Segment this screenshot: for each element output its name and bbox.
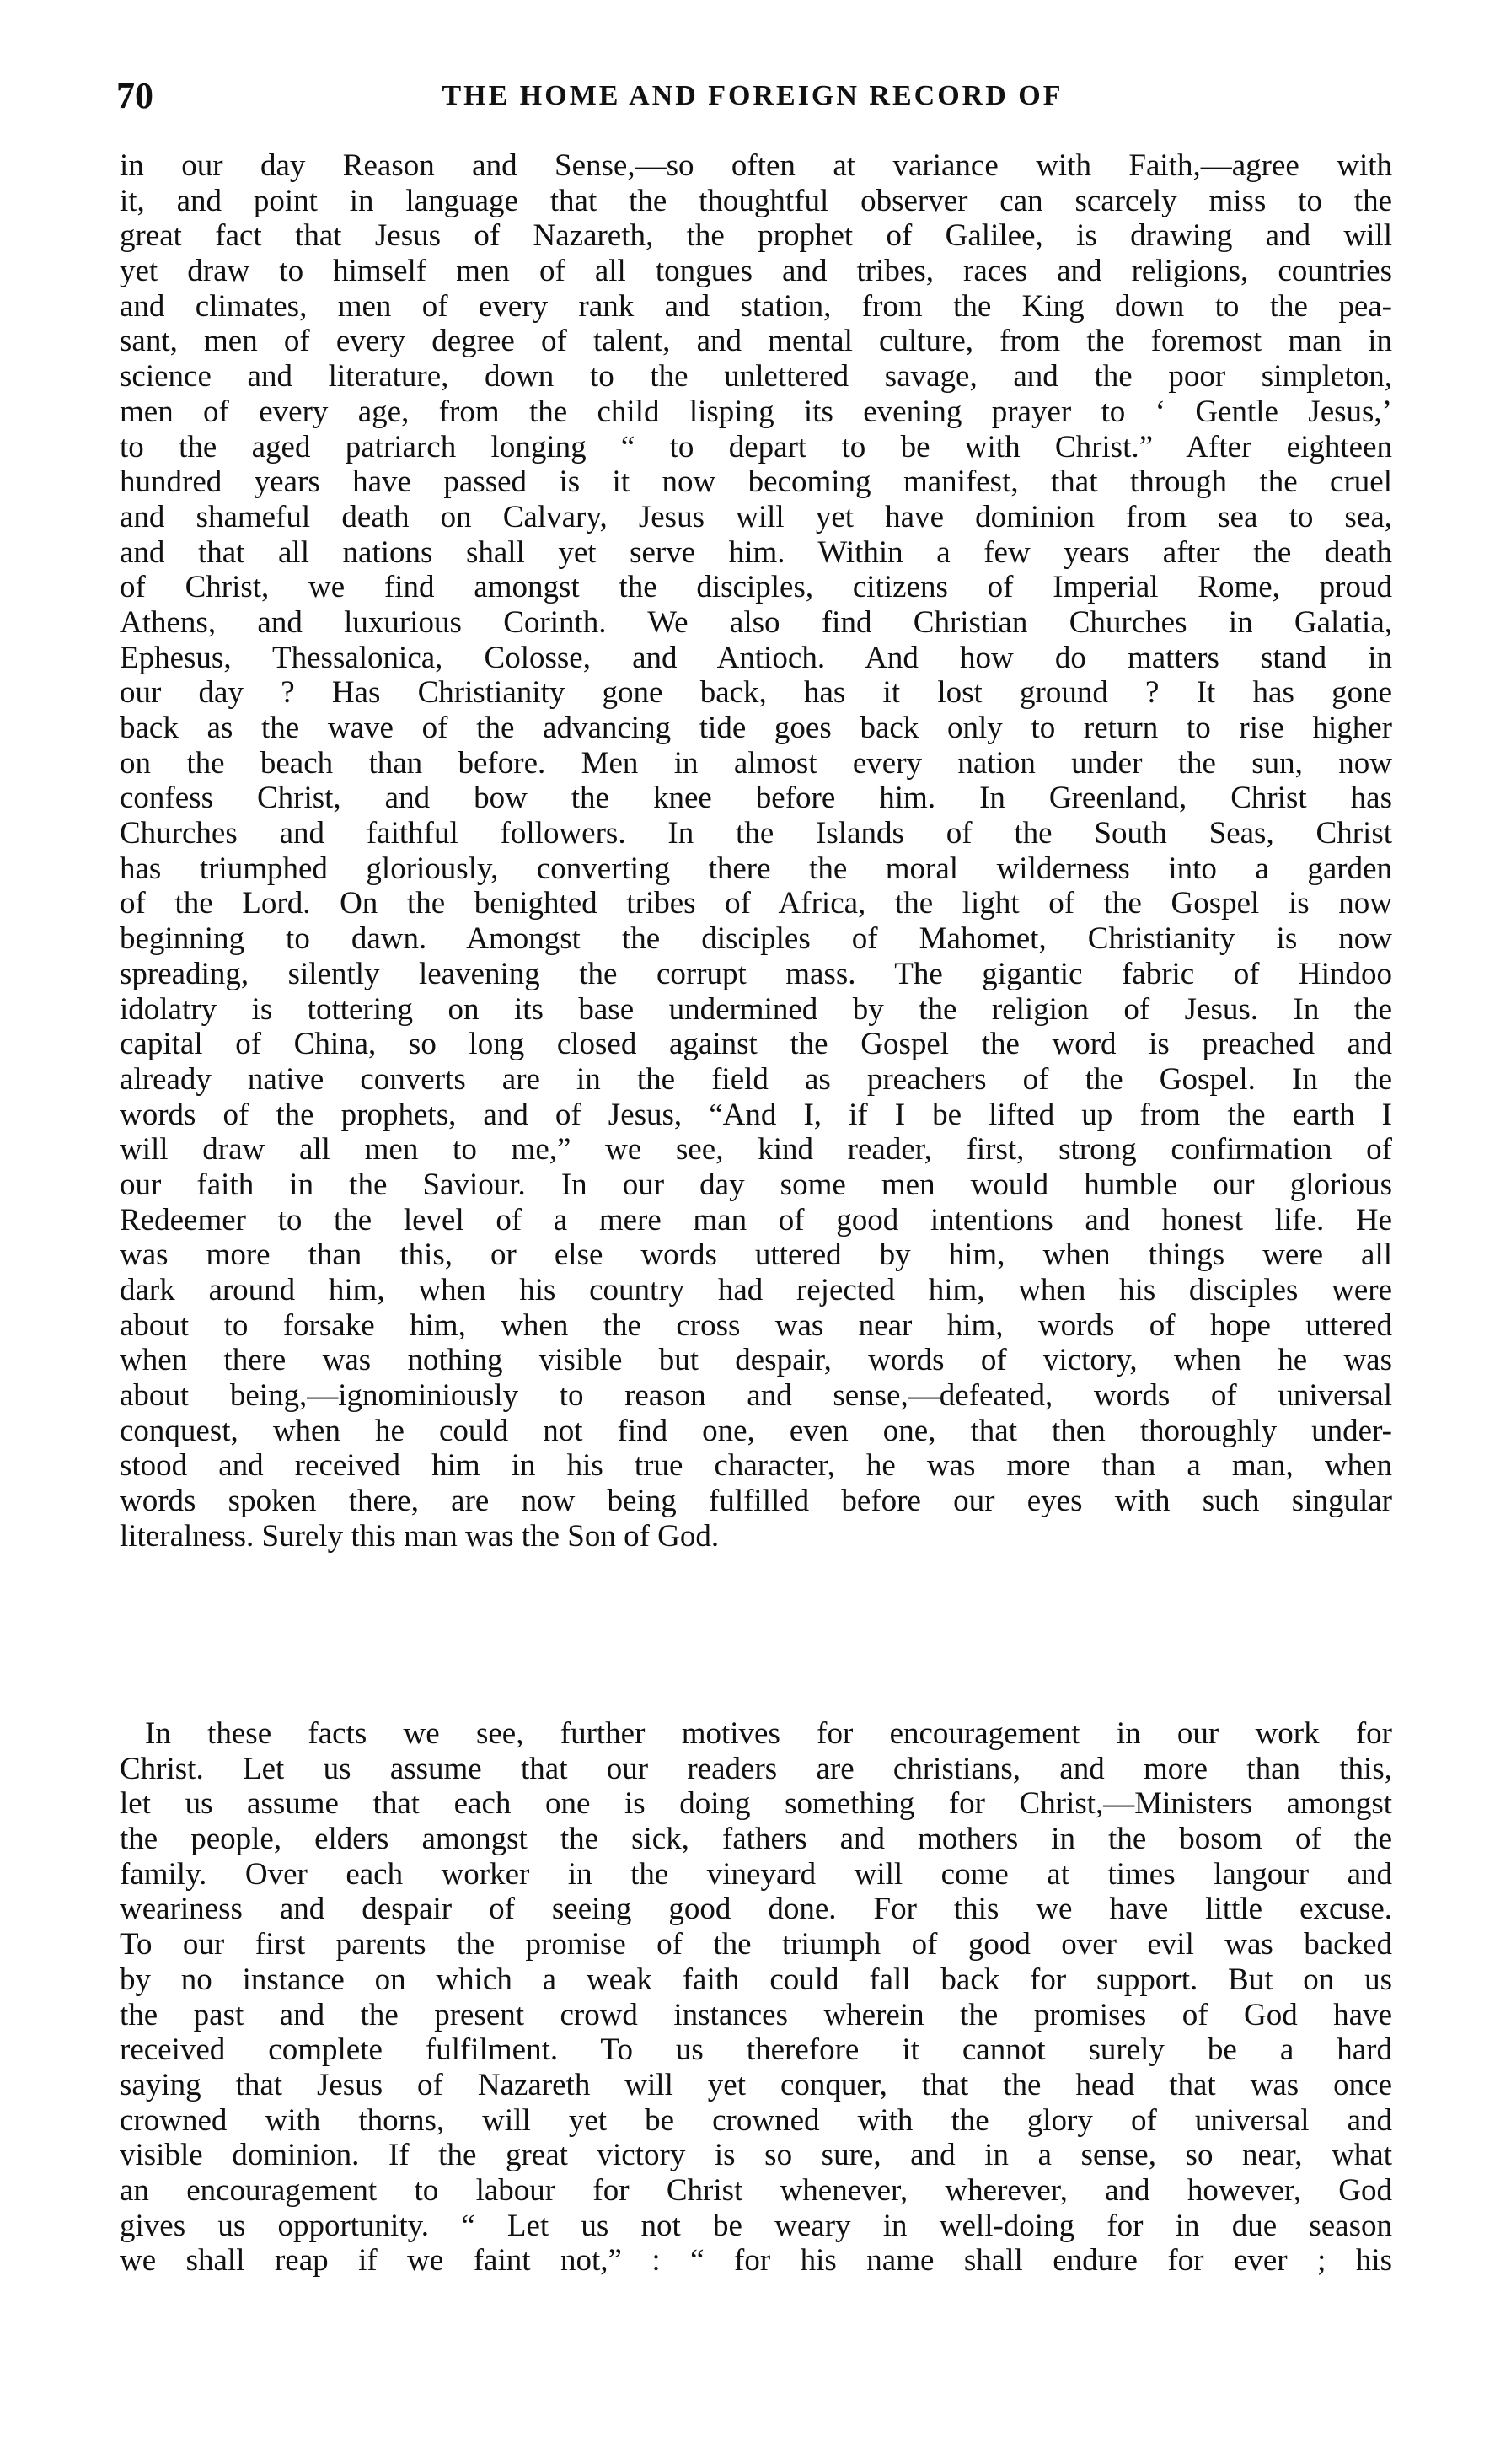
text-line: Athens, and luxurious Corinth. We also find Christian Churches in Galatia,	[120, 604, 1392, 640]
text-line: men of every age, from the child lisping its evening prayer to ‘ Gentle Jesus,’	[120, 394, 1392, 429]
page-header	[116, 74, 1389, 125]
text-line: our faith in the Saviour. In our day some men would humble our glorious	[120, 1167, 1392, 1202]
text-line: let us assume that each one is doing something for Christ,—Ministers amongst	[120, 1786, 1392, 1822]
text-line: already native converts are in the field as preachers of the Gospel. In the	[120, 1061, 1392, 1097]
text-line: gives us opportunity. “ Let us not be weary in well-doing for in due season	[120, 2208, 1392, 2243]
text-line: sant, men of every degree of talent, and mental culture, from the foremost man in	[120, 324, 1392, 359]
text-line: and that all nations shall yet serve him. Within a few years after the death	[120, 534, 1392, 570]
text-line: it, and point in language that the thoughtful observer can scarcely miss to the	[120, 183, 1392, 218]
text-line: confess Christ, and bow the knee before him. In Greenland, Christ has	[120, 781, 1392, 816]
paragraph-1	[120, 148, 1392, 1554]
text-line: yet draw to himself men of all tongues and tribes, races and religions, countries	[120, 254, 1392, 289]
text-line: about being,—ignominiously to reason and sense,—defeated, words of universal	[120, 1378, 1392, 1414]
text-line: the past and the present crowd instances wherein the promises of God have	[120, 1997, 1392, 2032]
text-line: dark around him, when his country had rejected him, when his disciples were	[120, 1273, 1392, 1307]
paragraph-2	[120, 1716, 1392, 2279]
text-line: will draw all men to me,” we see, kind reader, first, strong confirmation of	[120, 1132, 1392, 1168]
text-line: words of the prophets, and of Jesus, “And I, if I be lifted up from the earth I	[120, 1097, 1392, 1132]
text-line: literalness. Surely this man was the Son of God.	[120, 1518, 720, 1554]
text-line: we shall reap if we faint not,” : “ for his name shall endure for ever ; his	[120, 2243, 1392, 2279]
text-line: To our first parents the promise of the triumph of good over evil was backed	[120, 1927, 1392, 1962]
text-line: the people, elders amongst the sick, fathers and mothers in the bosom of the	[120, 1822, 1392, 1857]
text-line: visible dominion. If the great victory is so sure, and in a sense, so near, what	[120, 2138, 1392, 2173]
text-line: in our day Reason and Sense,—so often at variance with Faith,—agree with	[120, 148, 1392, 183]
text-line: beginning to dawn. Amongst the disciples of Mahomet, Christianity is now	[120, 921, 1392, 957]
text-line: an encouragement to labour for Christ whenever, wherever, and however, God	[120, 2172, 1392, 2208]
text-line: words spoken there, are now being fulfilled before our eyes with such singular	[120, 1484, 1392, 1519]
text-line: In these facts we see, further motives for encouragement in our work for	[145, 1716, 1392, 1751]
text-line: Ephesus, Thessalonica, Colosse, and Antioch. And how do matters stand in	[120, 640, 1392, 675]
text-line: about to forsake him, when the cross was near him, words of hope uttered	[120, 1307, 1392, 1343]
text-line: spreading, silently leavening the corrupt mass. The gigantic fabric of Hindoo	[120, 956, 1392, 991]
text-line: science and literature, down to the unlettered savage, and the poor simpleton,	[120, 359, 1392, 395]
text-line: has triumphed gloriously, converting there the moral wilderness into a garden	[120, 851, 1392, 886]
text-line: Churches and faithful followers. In the Islands of the South Seas, Christ	[120, 816, 1392, 851]
running-head: THE HOME AND FOREIGN RECORD OF	[442, 80, 1064, 111]
text-line: Christ. Let us assume that our readers are christians, and more than this,	[120, 1751, 1392, 1786]
text-line: received complete fulfilment. To us therefore it cannot surely be a hard	[120, 2032, 1392, 2068]
text-line: of the Lord. On the benighted tribes of Africa, the light of the Gospel is now	[120, 886, 1392, 921]
page-number: 70	[116, 75, 153, 116]
text-line: our day ? Has Christianity gone back, has it lost ground ? It has gone	[120, 675, 1392, 711]
text-line: and shameful death on Calvary, Jesus will yet have dominion from sea to sea,	[120, 499, 1392, 534]
text-line: of Christ, we find amongst the disciples, citizens of Imperial Rome, proud	[120, 570, 1392, 605]
text-line: by no instance on which a weak faith could fall back for support. But on us	[120, 1962, 1392, 1997]
text-line: great fact that Jesus of Nazareth, the prophet of Galilee, is drawing and will	[120, 218, 1392, 254]
text-line: Redeemer to the level of a mere man of good intentions and honest life. He	[120, 1202, 1392, 1237]
text-line: was more than this, or else words uttered by him, when things were all	[120, 1237, 1392, 1273]
text-line: conquest, when he could not find one, even one, that then thoroughly under-	[120, 1413, 1392, 1448]
text-line: capital of China, so long closed against the Gospel the word is preached and	[120, 1027, 1392, 1062]
text-line: idolatry is tottering on its base undermined by the religion of Jesus. In the	[120, 991, 1392, 1027]
text-line: saying that Jesus of Nazareth will yet conquer, that the head that was once	[120, 2067, 1392, 2102]
text-line: crowned with thorns, will yet be crowned with the glory of universal and	[120, 2102, 1392, 2138]
text-line: weariness and despair of seeing good done. For this we have little excuse.	[120, 1892, 1392, 1927]
text-line: hundred years have passed is it now becoming manifest, that through the cruel	[120, 464, 1392, 500]
text-line: back as the wave of the advancing tide goes back only to return to rise higher	[120, 711, 1392, 745]
text-line: when there was nothing visible but despair, words of victory, when he was	[120, 1343, 1392, 1378]
text-line: on the beach than before. Men in almost every nation under the sun, now	[120, 745, 1392, 781]
text-line: family. Over each worker in the vineyard will come at times langour and	[120, 1856, 1392, 1892]
text-line: and climates, men of every rank and station, from the King down to the pea-	[120, 288, 1392, 324]
text-line: to the aged patriarch longing “ to depart to be with Christ.” After eighteen	[120, 429, 1392, 464]
text-line: stood and received him in his true character, he was more than a man, when	[120, 1448, 1392, 1484]
